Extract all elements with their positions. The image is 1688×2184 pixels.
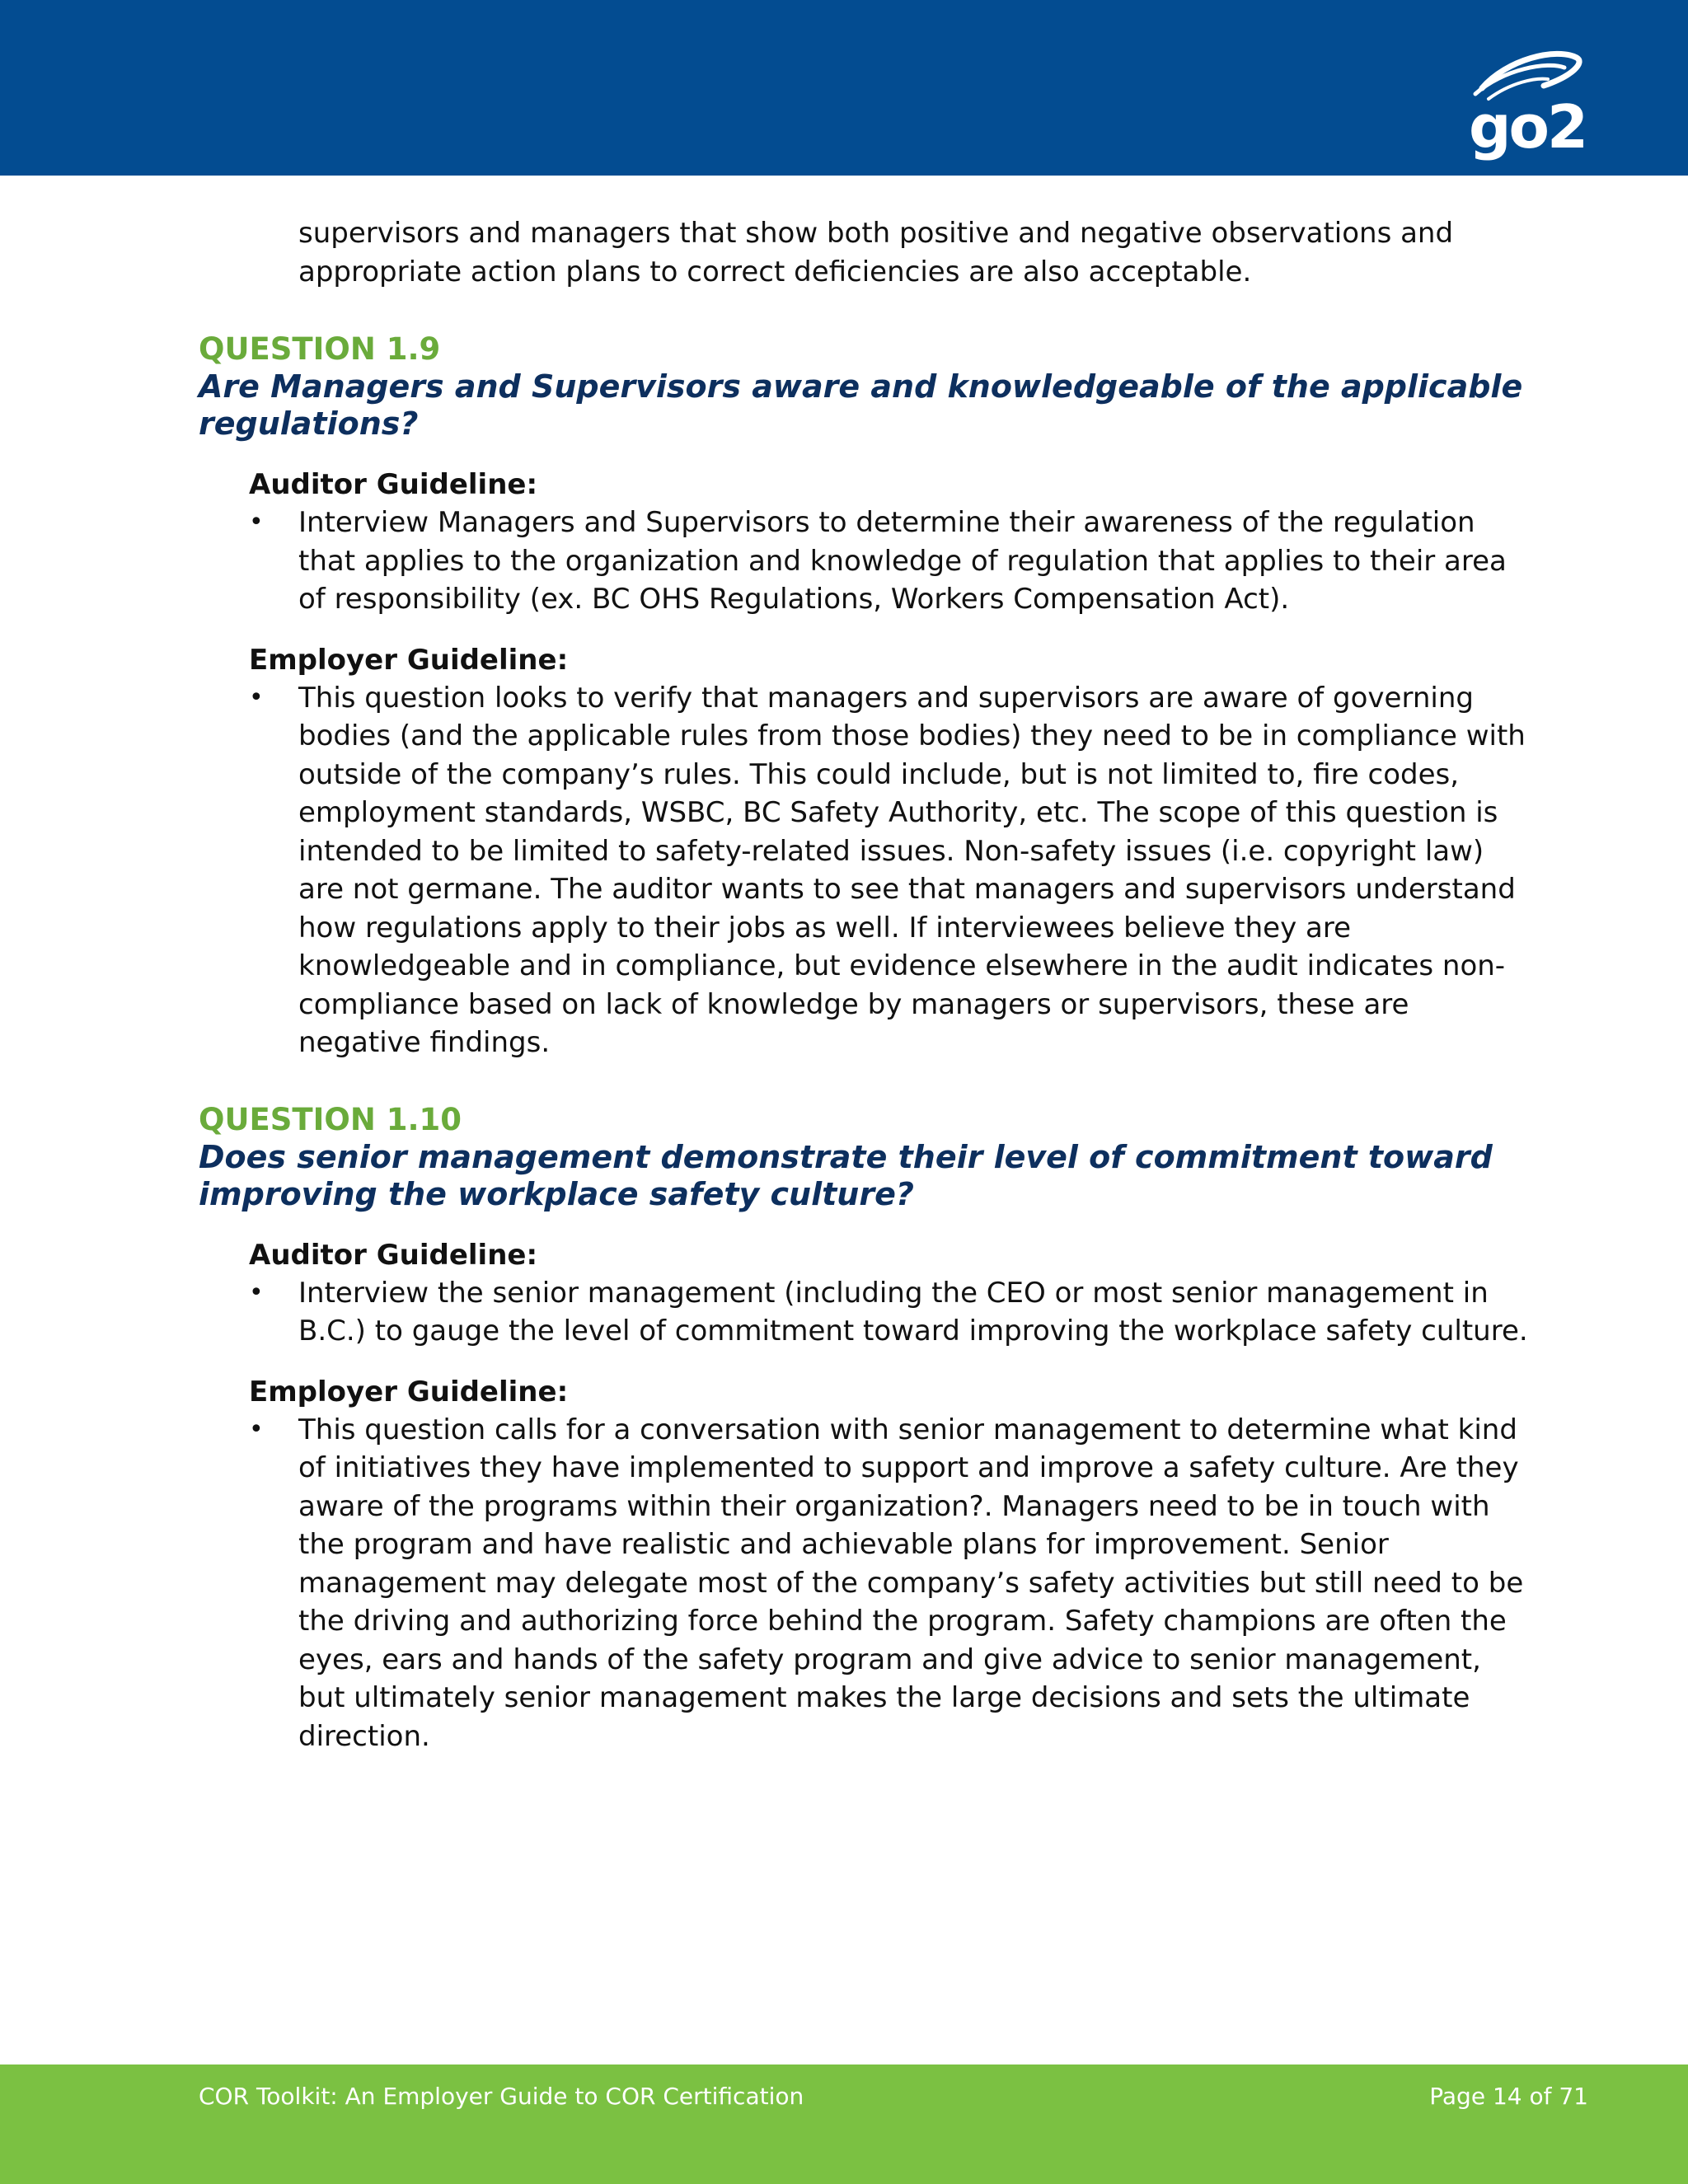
page-header	[0, 0, 1688, 176]
employer-guideline-heading: Employer Guideline:	[249, 643, 569, 677]
auditor-guideline-text: Interview Managers and Supervisors to determine their awareness of the regulation that applies to the organization and knowledge of regulation that applies to their area of responsibility (ex. BC OHS Regulations, Workers Compensation Act).	[298, 506, 1507, 616]
go2-logo	[1465, 43, 1589, 166]
employer-guideline-text: This question looks to verify that managers and supervisors are aware of governing bodies (and the applicable rules from those bodies) they need to be in compliance with outside of the company’s rules. This could include, but is not limited to, fire codes, employment standards, WSBC, BC Safety Authority, etc. The scope of this question is intended to be limited to safety-related issues. Non-safety issues (i.e. copyright law) are not germane. The auditor wants to see that managers and supervisors understand how regulations apply to their jobs as well. If interviewees believe they are knowledgeable and in compliance, but evidence elsewhere in the audit indicates non-compliance based on lack of knowledge by managers or supervisors, these are negative findings.	[298, 681, 1526, 1059]
bullet-icon: •	[249, 1414, 264, 1444]
question-label: QUESTION 1.10	[199, 1101, 462, 1137]
employer-guideline-text: This question calls for a conversation with senior management to determine what kind of initiatives they have implemented to support and improve a safety culture. Are they aware of the programs within their organization?. Managers need to be in touch with the program and have realistic and achievable plans for improvement. Senior management may delegate most of the company’s safety activities but still need to be the driving and authorizing force behind the program. Safety champions are often the eyes, ears and hands of the safety program and give advice to senior management, but ultimately senior management makes the large decisions and sets the ultimate direction.	[298, 1413, 1524, 1753]
auditor-guideline-heading: Auditor Guideline:	[249, 1238, 538, 1272]
page-number: Page 14 of 71	[1429, 2083, 1588, 2110]
page-content	[199, 214, 1534, 1755]
intro-paragraph: supervisors and managers that show both positive and negative observations and appropriate action plans to correct deficiencies are also acceptable.	[298, 217, 1454, 288]
auditor-guideline-item	[199, 504, 1534, 619]
question-title: Are Managers and Supervisors aware and knowledgeable of the applicable regulations?	[199, 368, 1523, 442]
employer-guideline-item	[199, 1411, 1534, 1756]
employer-guideline-item	[199, 679, 1534, 1062]
page-footer	[0, 2064, 1688, 2184]
auditor-guideline-item	[199, 1274, 1534, 1351]
employer-guideline-heading: Employer Guideline:	[249, 1375, 569, 1408]
question-title: Does senior management demonstrate their level of commitment toward improving the workplace safety culture?	[199, 1138, 1493, 1212]
bullet-icon: •	[249, 1277, 264, 1307]
auditor-guideline-text: Interview the senior management (including the CEO or most senior management in B.C.) to gauge the level of commitment toward improving the workplace safety culture.	[298, 1276, 1528, 1347]
bullet-icon: •	[249, 682, 264, 712]
logo-wordmark: go2	[1468, 92, 1587, 162]
auditor-guideline-heading: Auditor Guideline:	[249, 468, 538, 501]
question-label: QUESTION 1.9	[199, 331, 441, 367]
bullet-icon: •	[249, 508, 264, 537]
footer-title: COR Toolkit: An Employer Guide to COR Certification	[199, 2083, 804, 2110]
